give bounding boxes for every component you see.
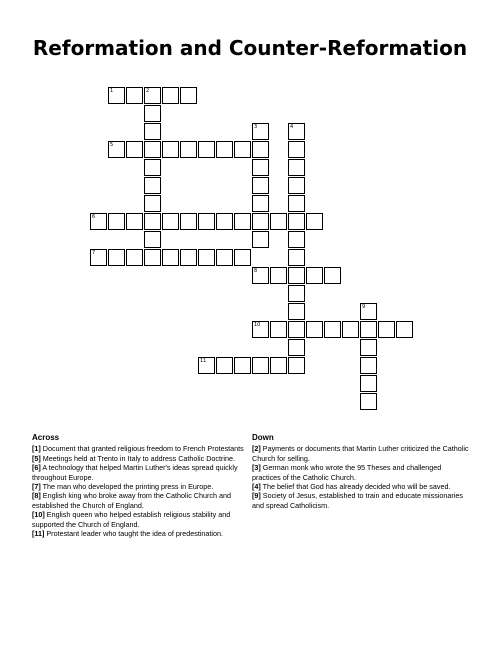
puzzle-title: Reformation and Counter-Reformation: [32, 36, 468, 60]
clue-across-6: [6] A technology that helped Martin Luther's ideas spread quickly throughout Europe.: [32, 463, 238, 482]
grid-cell[interactable]: [324, 321, 341, 338]
grid-cell[interactable]: [108, 213, 125, 230]
grid-cell[interactable]: [396, 321, 413, 338]
grid-cell[interactable]: [144, 87, 161, 104]
grid-cell[interactable]: [180, 141, 197, 158]
clue-number: 10: [254, 322, 261, 328]
grid-cell[interactable]: [126, 249, 143, 266]
grid-cell[interactable]: [108, 249, 125, 266]
grid-cell[interactable]: [378, 321, 395, 338]
grid-cell[interactable]: [198, 141, 215, 158]
clue-number: 6: [92, 214, 96, 220]
grid-cell[interactable]: [216, 141, 233, 158]
grid-cell[interactable]: [108, 141, 125, 158]
grid-cell[interactable]: [270, 267, 287, 284]
clue-down-3: [3] German monk who wrote the 95 Theses and challenged practices of the Catholic Church.: [252, 463, 442, 482]
clue-down-2: [2] Payments or documents that Martin Luther criticized the Catholic Church for selling.: [252, 444, 469, 463]
grid-cell[interactable]: [198, 249, 215, 266]
grid-cell[interactable]: [108, 87, 125, 104]
grid-cell[interactable]: [144, 123, 161, 140]
grid-cell[interactable]: [288, 357, 305, 374]
grid-cell[interactable]: [234, 141, 251, 158]
grid-cell[interactable]: [252, 159, 269, 176]
grid-cell[interactable]: [288, 339, 305, 356]
grid-cell[interactable]: [216, 357, 233, 374]
grid-cell[interactable]: [162, 87, 179, 104]
grid-cell[interactable]: [306, 213, 323, 230]
grid-cell[interactable]: [144, 141, 161, 158]
grid-cell[interactable]: [126, 87, 143, 104]
grid-cell[interactable]: [234, 249, 251, 266]
grid-cell[interactable]: [270, 213, 287, 230]
grid-cell[interactable]: [360, 339, 377, 356]
grid-cell[interactable]: [162, 141, 179, 158]
grid-cell[interactable]: [180, 249, 197, 266]
grid-cell[interactable]: [288, 303, 305, 320]
grid-cell[interactable]: [198, 213, 215, 230]
grid-cell[interactable]: [162, 249, 179, 266]
grid-cell[interactable]: [360, 375, 377, 392]
grid-cell[interactable]: [252, 213, 269, 230]
grid-cell[interactable]: [126, 141, 143, 158]
clue-number: 1: [110, 88, 114, 94]
grid-cell[interactable]: [360, 321, 377, 338]
grid-cell[interactable]: [288, 141, 305, 158]
grid-cell[interactable]: [288, 123, 305, 140]
clue-number: 5: [110, 142, 114, 148]
clue-number: 4: [290, 124, 294, 130]
down-clues: [252, 433, 472, 510]
grid-cell[interactable]: [288, 159, 305, 176]
grid-cell[interactable]: [324, 267, 341, 284]
across-heading: Across: [32, 433, 60, 442]
down-heading: Down: [252, 433, 274, 442]
grid-cell[interactable]: [144, 213, 161, 230]
clue-across-10: [10] English queen who helped establish religious stability and supported the Church of England.: [32, 510, 231, 529]
grid-cell[interactable]: [216, 213, 233, 230]
grid-cell[interactable]: [162, 213, 179, 230]
grid-cell[interactable]: [144, 177, 161, 194]
grid-cell[interactable]: [180, 213, 197, 230]
grid-cell[interactable]: [252, 357, 269, 374]
grid-cell[interactable]: [306, 267, 323, 284]
grid-cell[interactable]: [342, 321, 359, 338]
grid-cell[interactable]: [90, 213, 107, 230]
clue-across-8: [8] English king who broke away from the Catholic Church and established the Church of England.: [32, 491, 231, 510]
grid-cell[interactable]: [252, 123, 269, 140]
clue-number: 3: [254, 124, 258, 130]
grid-cell[interactable]: [126, 213, 143, 230]
clue-number: 2: [146, 88, 150, 94]
grid-cell[interactable]: [252, 195, 269, 212]
grid-cell[interactable]: [306, 321, 323, 338]
clue-across-5: [5] Meetings held at Trento in Italy to address Catholic Doctrine.: [32, 453, 235, 463]
grid-cell[interactable]: [198, 357, 215, 374]
grid-cell[interactable]: [180, 87, 197, 104]
grid-cell[interactable]: [288, 285, 305, 302]
clue-number: 11: [200, 358, 207, 364]
grid-cell[interactable]: [252, 231, 269, 248]
grid-cell[interactable]: [144, 195, 161, 212]
grid-cell[interactable]: [288, 321, 305, 338]
grid-cell[interactable]: [288, 195, 305, 212]
grid-cell[interactable]: [270, 357, 287, 374]
grid-cell[interactable]: [360, 303, 377, 320]
grid-cell[interactable]: [360, 393, 377, 410]
grid-cell[interactable]: [144, 231, 161, 248]
grid-cell[interactable]: [288, 231, 305, 248]
clue-number: 8: [254, 268, 258, 274]
grid-cell[interactable]: [288, 267, 305, 284]
grid-cell[interactable]: [270, 321, 287, 338]
grid-cell[interactable]: [288, 249, 305, 266]
grid-cell[interactable]: [144, 249, 161, 266]
grid-cell[interactable]: [252, 321, 269, 338]
grid-cell[interactable]: [252, 141, 269, 158]
grid-cell[interactable]: [234, 213, 251, 230]
clue-down-9: [9] Society of Jesus, established to train and educate missionaries and spread Catholicism.: [252, 491, 463, 510]
clue-number: 9: [362, 304, 366, 310]
grid-cell[interactable]: [90, 249, 107, 266]
grid-cell[interactable]: [252, 267, 269, 284]
clue-across-7: [7] The man who developed the printing press in Europe.: [32, 482, 214, 492]
clue-across-1: [1] Document that granted religious freedom to French Protestants: [32, 444, 244, 454]
clue-down-4: [4] The belief that God has already decided who will be saved.: [252, 482, 451, 492]
grid-cell[interactable]: [288, 177, 305, 194]
grid-cell[interactable]: [360, 357, 377, 374]
grid-cell[interactable]: [144, 105, 161, 122]
across-clues: [32, 433, 252, 538]
clue-number: 7: [92, 250, 96, 256]
grid-cell[interactable]: [252, 177, 269, 194]
grid-cell[interactable]: [288, 213, 305, 230]
grid-cell[interactable]: [234, 357, 251, 374]
clue-across-11: [11] Protestant leader who taught the idea of predestination.: [32, 529, 224, 539]
grid-cell[interactable]: [144, 159, 161, 176]
grid-cell[interactable]: [216, 249, 233, 266]
